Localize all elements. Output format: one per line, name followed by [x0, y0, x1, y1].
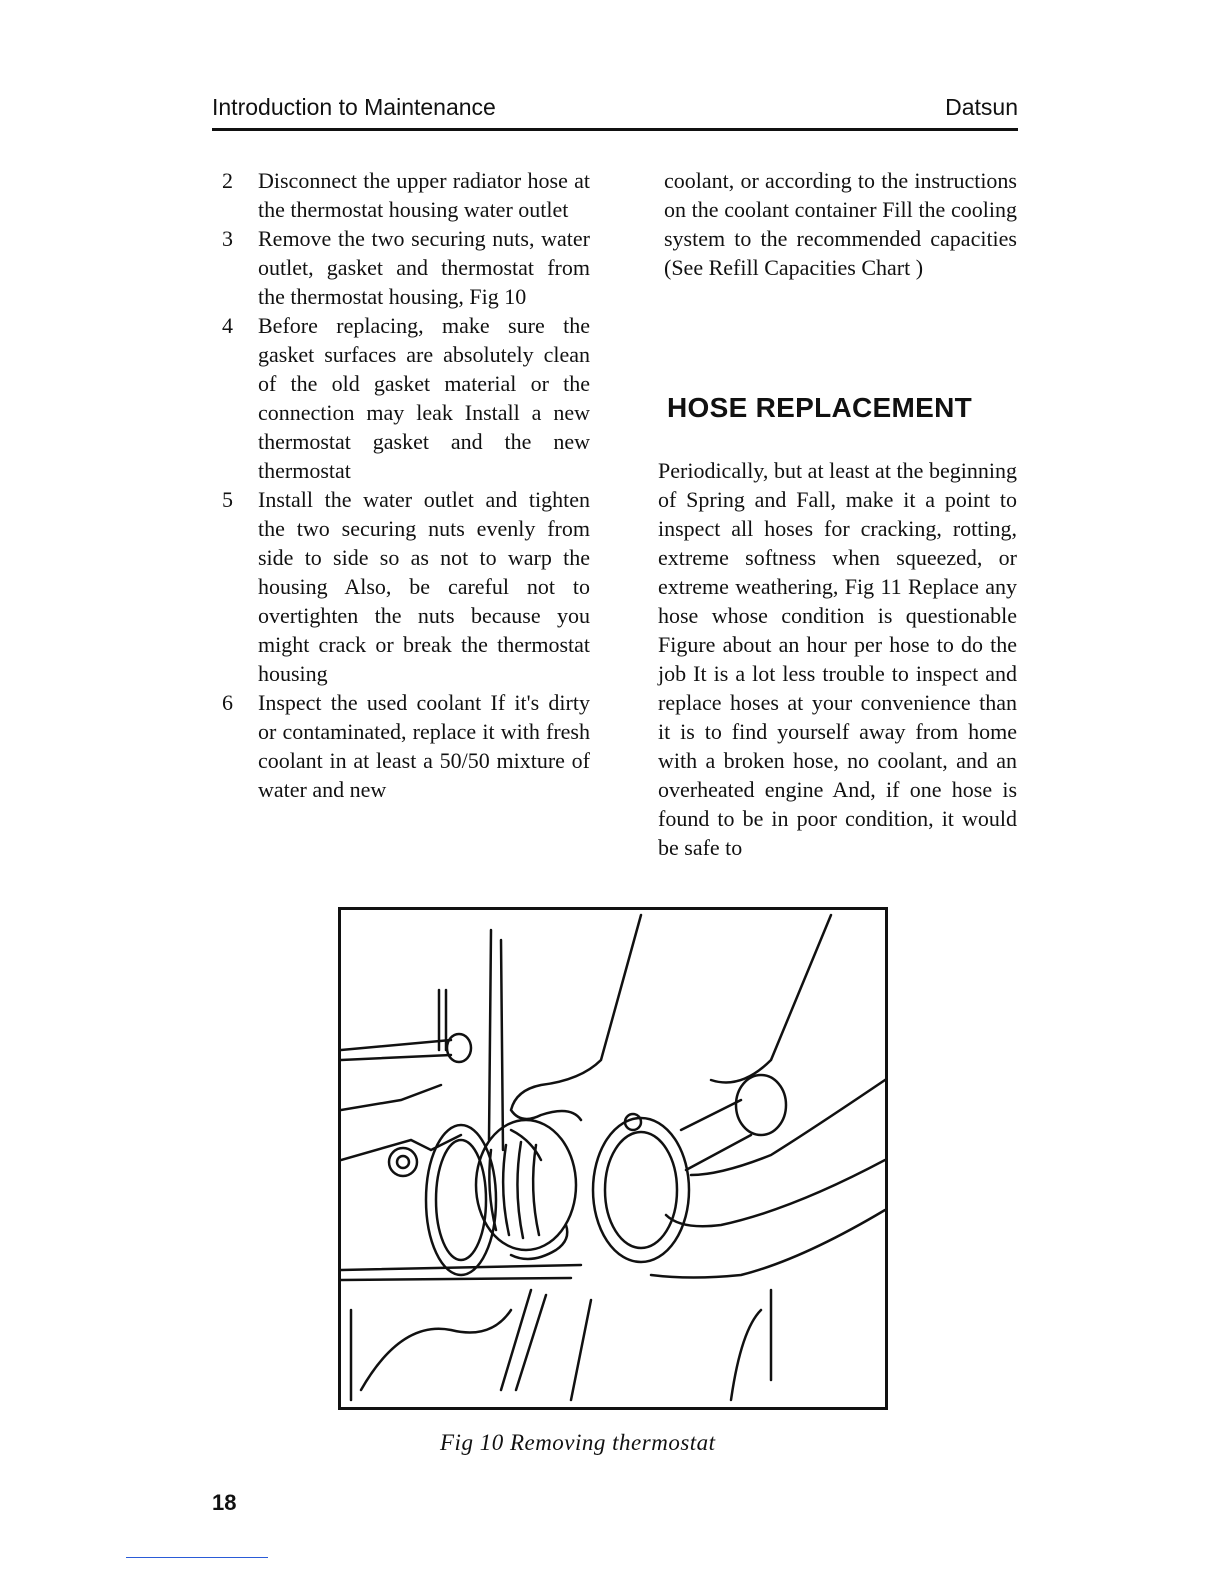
step-number: 5 [222, 487, 233, 512]
rod-line [341, 1040, 451, 1050]
step-number: 3 [222, 226, 233, 251]
right-hand-finger [691, 1080, 885, 1175]
page-header [212, 92, 1018, 131]
left-column [218, 166, 590, 804]
rod-end [447, 1034, 471, 1062]
step-item [218, 311, 590, 485]
step-item [218, 688, 590, 804]
step-text: Disconnect the upper radiator hose at the thermostat housing water outlet [258, 168, 590, 222]
outlet-pipe-end [736, 1075, 786, 1135]
header-book-title: Datsun [945, 94, 1018, 120]
thermostat-illustration [338, 907, 888, 1410]
pipe-line [489, 930, 491, 1140]
section-heading: HOSE REPLACEMENT [667, 392, 973, 423]
line-drawing [341, 910, 885, 1407]
water-outlet-bore [605, 1132, 677, 1248]
hose-line [516, 1295, 546, 1390]
block-edge [341, 1085, 441, 1110]
bolt-head [389, 1148, 417, 1176]
outlet-neck [681, 1100, 741, 1130]
step-text: Inspect the used coolant If it's dirty or contaminated, replace it with fresh coolant in at least a 50/50 mixture of water and new [258, 690, 590, 802]
pipe-line [501, 940, 503, 1150]
hose-curve [361, 1310, 511, 1390]
bolt-center [397, 1156, 409, 1168]
lower-line [341, 1265, 581, 1270]
right-column [664, 166, 1017, 282]
hose-replacement-paragraph: Periodically, but at least at the beginning of Spring and Fall, make it a point to inspect all hoses for cracking, rotting, extreme softness when squeezed, or extreme weathering, Fig 11 Replace any hose whose condition is questionable Figure about an hour per hose to do the job It is a lot less trouble to inspect and replace hoses at your convenience than it is to find yourself away from home with a broken hose, no coolant, and an overheated engine And, if one hose is found to be in poor condition, it would be safe to [658, 458, 1017, 860]
step-number: 6 [222, 690, 233, 715]
right-hand-finger [651, 1210, 885, 1278]
step-text: Install the water outlet and tighten the two securing nuts evenly from side to side so as not to warp the housing Also, be careful not to overtighten the nuts because you might crack or break the thermostat housing [258, 487, 590, 686]
step-item [218, 224, 590, 311]
hose-line [501, 1290, 531, 1390]
continuation-paragraph: coolant, or according to the instructions on the coolant container Fill the cooling system to the recommended capacities (See Refill Capacities Chart ) [664, 168, 1017, 280]
water-outlet-flange [593, 1118, 689, 1262]
lower-curve [731, 1310, 761, 1400]
right-hand-outline [711, 915, 831, 1083]
step-item [218, 485, 590, 688]
thermostat-spring [503, 1145, 509, 1235]
left-hand-outline [511, 915, 641, 1120]
page-number: 18 [212, 1490, 237, 1515]
figure-caption: Fig 10 Removing thermostat [440, 1430, 716, 1455]
header-section-title: Introduction to Maintenance [212, 94, 496, 120]
right-hand-finger [666, 1160, 885, 1226]
rod-line [341, 1055, 451, 1060]
step-text: Remove the two securing nuts, water outlet, gasket and thermostat from the thermostat housing, Fig 10 [258, 226, 590, 309]
lower-line [341, 1278, 571, 1280]
footer-line [126, 1557, 268, 1558]
thermostat-spring [517, 1142, 523, 1238]
step-number: 4 [222, 313, 233, 338]
step-item [218, 166, 590, 224]
thermostat-spring [533, 1145, 539, 1235]
step-number: 2 [222, 168, 233, 193]
hose-line [571, 1300, 591, 1400]
step-text: Before replacing, make sure the gasket surfaces are absolutely clean of the old gasket material or the connection may leak Install a new thermostat gasket and the new thermostat [258, 313, 590, 483]
